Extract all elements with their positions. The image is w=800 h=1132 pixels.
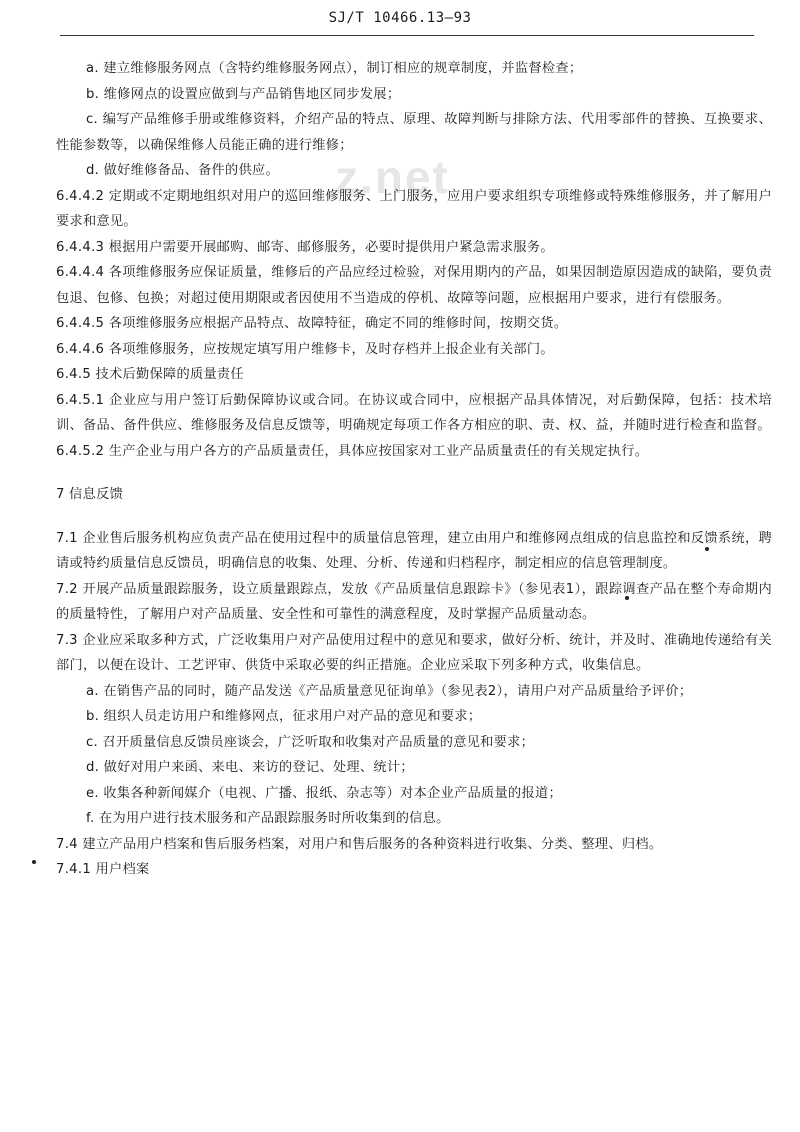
paragraph: 6.4.4.3 根据用户需要开展邮购、邮寄、邮修服务，必要时提供用户紧急需求服务。 (56, 239, 554, 255)
scan-speck (32, 860, 36, 864)
paragraph: 6.4.4.4 各项维修服务应保证质量，维修后的产品应经过检验，对保用期内的产品，如果因制造原因造成的缺陷，要负责包退、包修、包换；对超过使用期限或者因使用不当造成的停机、故障等问题，应根据用户要求，进行有偿服务。 (56, 265, 772, 306)
page-header: SJ/T 10466.13—93 (328, 10, 472, 26)
paragraph: 6.4.4.2 定期或不定期地组织对用户的巡回维修服务、上门服务，应用户要求组织专项维修或特殊维修服务，并了解用户要求和意见。 (56, 188, 772, 229)
paragraph: 7.1 企业售后服务机构应负责产品在使用过程中的质量信息管理，建立由用户和维修网点组成的信息监控和反馈系统，聘请或特约质量信息反馈员，明确信息的收集、处理、分析、传递和归档程序，制定相应的信息管理制度。 (56, 530, 772, 571)
paragraph: 7 信息反馈 (56, 487, 124, 502)
paragraph: 6.4.5.2 生产企业与用户各方的产品质量责任，具体应按国家对工业产品质量责任的有关规定执行。 (56, 443, 649, 459)
paragraph: e. 收集各种新闻媒介（电视、广播、报纸、杂志等）对本企业产品质量的报道； (86, 785, 562, 801)
paragraph: 7.4 建立产品用户档案和售后服务档案，对用户和售后服务的各种资料进行收集、分类、整理、归档。 (56, 836, 663, 852)
paragraph: f. 在为用户进行技术服务和产品跟踪服务时所收集到的信息。 (86, 811, 450, 826)
paragraph: d. 做好对用户来函、来电、来访的登记、处理、统计； (86, 760, 414, 775)
paragraph: 7.2 开展产品质量跟踪服务，设立质量跟踪点，发放《产品质量信息跟踪卡》（参见表1），跟踪调查产品在整个寿命期内的质量特性，了解用户对产品质量、安全性和可靠性的满意程度，及时掌握产品质量动态。 (56, 581, 772, 622)
paragraph: 6.4.5 技术后勤保障的质量责任 (56, 367, 244, 382)
watermark: z.net (335, 151, 450, 203)
paragraph: a. 建立维修服务网点（含特约维修服务网点），制订相应的规章制度，并监督检查； (86, 61, 583, 76)
header-rule (60, 35, 754, 36)
document-body (56, 56, 772, 883)
paragraph: 7.4.1 用户档案 (56, 862, 150, 877)
scan-speck (625, 596, 629, 600)
paragraph: c. 编写产品维修手册或维修资料，介绍产品的特点、原理、故障判断与排除方法、代用零部件的替换、互换要求、性能参数等，以确保维修人员能正确的进行维修； (56, 112, 772, 153)
paragraph: 6.4.5.1 企业应与用户签订后勤保障协议或合同。在协议或合同中，应根据产品具体情况，对后勤保障，包括：技术培训、备品、备件供应、维修服务及信息反馈等，明确规定每项工作各方相应的职、责、权、益，并随时进行检查和监督。 (56, 392, 772, 433)
section-gap (56, 508, 772, 526)
paragraph: 7.3 企业应采取多种方式，广泛收集用户对产品使用过程中的意见和要求，做好分析、统计，并及时、准确地传递给有关部门，以便在设计、工艺评审、供货中采取必要的纠正措施。企业应采取下列多种方式，收集信息。 (56, 632, 772, 673)
paragraph: 6.4.4.5 各项维修服务应根据产品特点、故障特征，确定不同的维修时间，按期交货。 (56, 316, 568, 331)
paragraph: a. 在销售产品的同时，随产品发送《产品质量意见征询单》（参见表2），请用户对产品质量给予评价； (86, 683, 693, 699)
paragraph: d. 做好维修备品、备件的供应。 (86, 163, 279, 178)
scan-speck (705, 547, 709, 551)
paragraph: b. 组织人员走访用户和维修网点，征求用户对产品的意见和要求； (86, 709, 482, 724)
paragraph: c. 召开质量信息反馈员座谈会，广泛听取和收集对产品质量的意见和要求； (86, 734, 535, 750)
paragraph: b. 维修网点的设置应做到与产品销售地区同步发展； (86, 86, 401, 102)
section-gap (56, 464, 772, 482)
paragraph: 6.4.4.6 各项维修服务，应按规定填写用户维修卡，及时存档并上报企业有关部门。 (56, 341, 554, 357)
